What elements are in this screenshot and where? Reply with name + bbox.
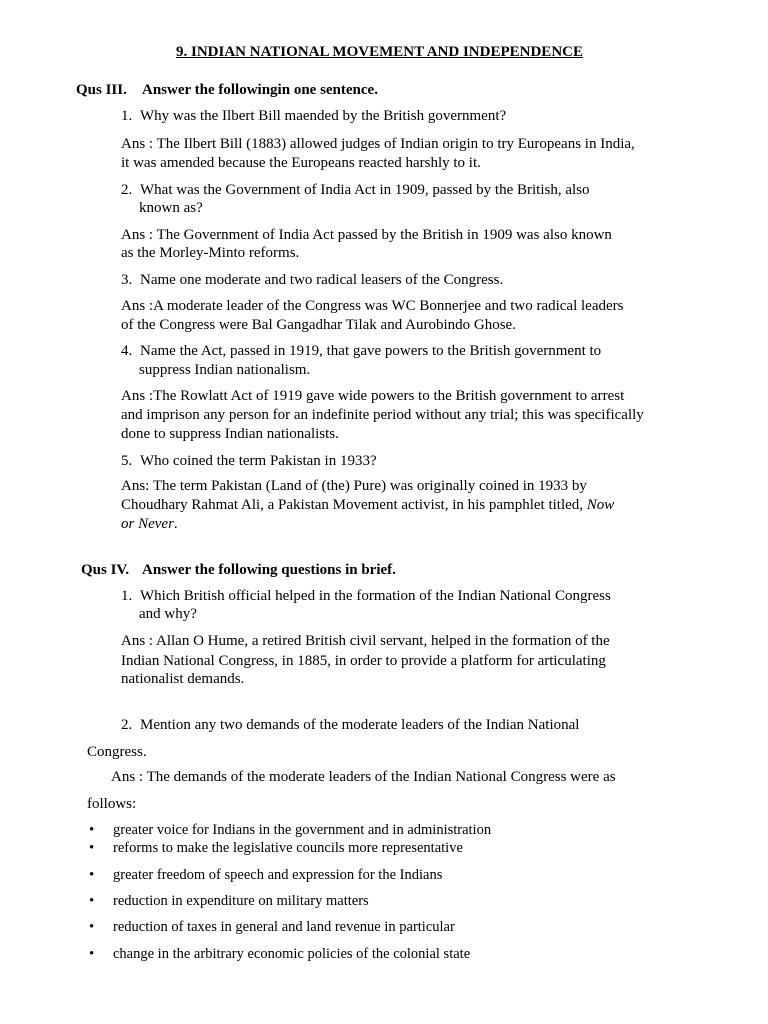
answer-3-4-line-3: done to suppress Indian nationalists. [121, 426, 339, 442]
answer-3-4-line-2: and imprison any person for an indefinite period without any trial; this was specifically [121, 407, 644, 423]
bullet-item: greater freedom of speech and expression for the Indians [113, 867, 443, 883]
question-3-5: 5. Who coined the term Pakistan in 1933? [121, 453, 377, 469]
question-3-1: 1. Why was the Ilbert Bill maended by the British government? [121, 108, 507, 124]
question-4-2-cont: Congress. [87, 744, 147, 760]
answer-3-5-line-2: Choudhary Rahmat Ali, a Pakistan Movement activist, in his pamphlet titled, Now [121, 497, 615, 513]
bullet-icon: • [89, 893, 95, 909]
question-4-1: 1. Which British official helped in the formation of the Indian National Congress [121, 588, 611, 604]
answer-3-4-line-1: Ans :The Rowlatt Act of 1919 gave wide powers to the British government to arrest [121, 388, 625, 404]
answer-3-1-line-2: it was amended because the Europeans reacted harshly to it. [121, 155, 481, 171]
bullet-item: reforms to make the legislative councils more representative [113, 840, 463, 856]
bullet-icon: • [89, 822, 95, 838]
answer-4-2-line-2: follows: [87, 796, 137, 812]
question-3-4: 4. Name the Act, passed in 1919, that gave powers to the British government to [121, 343, 602, 359]
question-3-2-cont: known as? [139, 200, 203, 216]
question-3-2: 2. What was the Government of India Act in 1909, passed by the British, also [121, 182, 590, 198]
question-3-3: 3. Name one moderate and two radical leasers of the Congress. [121, 272, 504, 288]
bullet-item: change in the arbitrary economic policies of the colonial state [113, 946, 471, 962]
bullet-icon: • [89, 867, 95, 883]
bullet-icon: • [89, 946, 95, 962]
bullet-item: reduction in expenditure on military matters [113, 893, 369, 909]
answer-4-2-line-1: Ans : The demands of the moderate leaders of the Indian National Congress were as [111, 769, 616, 785]
bullet-item: greater voice for Indians in the government and in administration [113, 822, 492, 838]
bullet-item: reduction of taxes in general and land revenue in particular [113, 919, 455, 935]
answer-3-2-line-1: Ans : The Government of India Act passed by the British in 1909 was also known [121, 227, 612, 243]
section-4-heading: Answer the following questions in brief. [142, 562, 396, 578]
answer-4-1-line-1: Ans : Allan O Hume, a retired British civil servant, helped in the formation of the [121, 633, 610, 649]
pamphlet-title-part-1: Now [586, 497, 615, 513]
answer-3-3-line-2: of the Congress were Bal Gangadhar Tilak and Aurobindo Ghose. [121, 317, 516, 333]
section-3-heading: Answer the followingin one sentence. [142, 82, 378, 98]
answer-4-1-line-2: Indian National Congress, in 1885, in order to provide a platform for articulating [121, 653, 606, 669]
question-4-1-cont: and why? [139, 606, 197, 622]
page-title: 9. INDIAN NATIONAL MOVEMENT AND INDEPENDENCE [176, 44, 583, 60]
section-3-label: Qus III. [76, 82, 127, 98]
question-3-4-cont: suppress Indian nationalism. [139, 362, 311, 378]
answer-3-1-line-1: Ans : The Ilbert Bill (1883) allowed judges of Indian origin to try Europeans in India, [121, 136, 635, 152]
question-4-2: 2. Mention any two demands of the moderate leaders of the Indian National [121, 717, 580, 733]
answer-3-5-line-3: or Never. [121, 516, 178, 532]
pamphlet-title-part-2: or Never [121, 516, 174, 532]
bullet-icon: • [89, 840, 95, 856]
bullet-icon: • [89, 919, 95, 935]
answer-4-1-line-3: nationalist demands. [121, 671, 245, 687]
answer-3-5-line-1: Ans: The term Pakistan (Land of (the) Pure) was originally coined in 1933 by [121, 478, 587, 494]
section-4-label: Qus IV. [81, 562, 130, 578]
answer-3-2-line-2: as the Morley-Minto reforms. [121, 245, 300, 261]
answer-3-3-line-1: Ans :A moderate leader of the Congress was WC Bonnerjee and two radical leaders [121, 298, 624, 314]
